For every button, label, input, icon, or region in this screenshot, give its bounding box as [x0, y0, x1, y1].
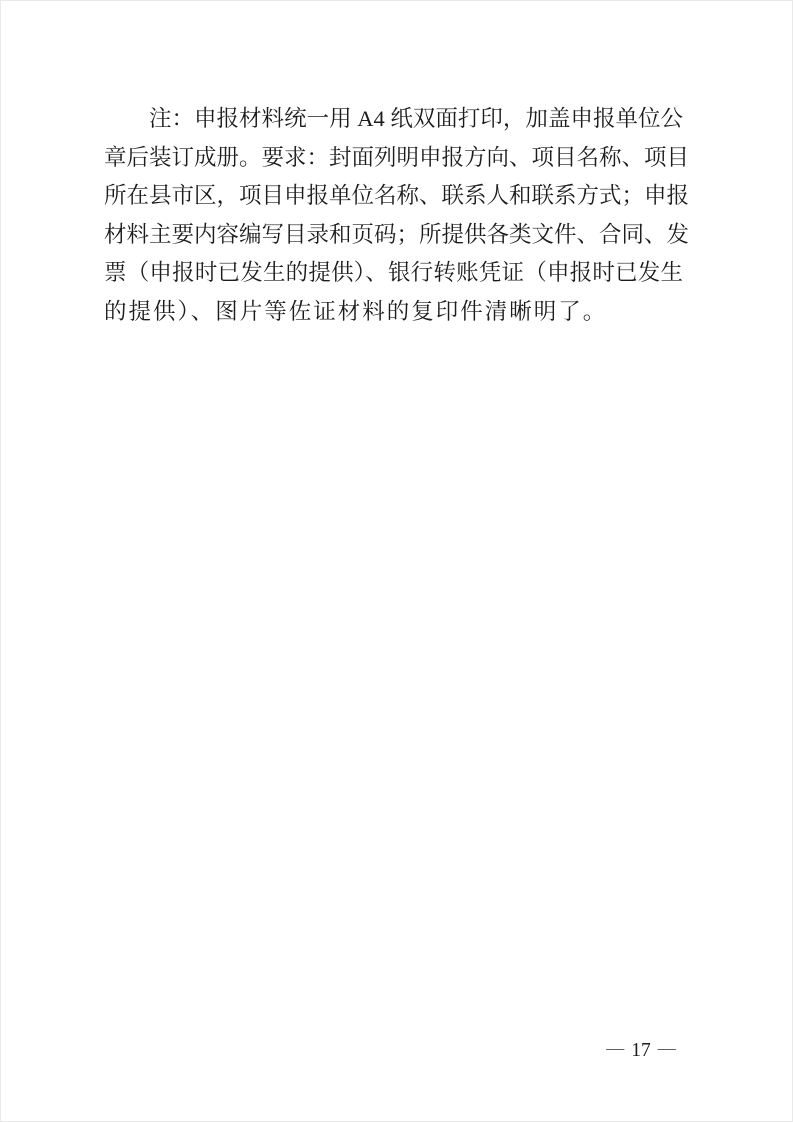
note-line: 章后装订成册。要求：封面列明申报方向、项目名称、项目 [104, 144, 690, 170]
note-paragraph [104, 100, 690, 332]
note-line: 注：申报材料统一用 A4 纸双面打印，加盖申报单位公 [149, 106, 683, 131]
note-line: 材料主要内容编写目录和页码；所提供各类文件、合同、发 [104, 221, 690, 247]
page-number-value: 17 [631, 1040, 651, 1061]
note-line: 票（申报时已发生的提供）、银行转账凭证（申报时已发生 [104, 260, 683, 286]
page-number-dash-right: — [657, 1038, 676, 1058]
note-line: 的提供）、图片等佐证材料的复印件清晰明了。 [104, 298, 608, 324]
page-number-dash-left: — [606, 1038, 625, 1058]
page-number [589, 1037, 693, 1064]
note-line: 所在县市区，项目申报单位名称、联系人和联系方式；申报 [104, 183, 690, 209]
